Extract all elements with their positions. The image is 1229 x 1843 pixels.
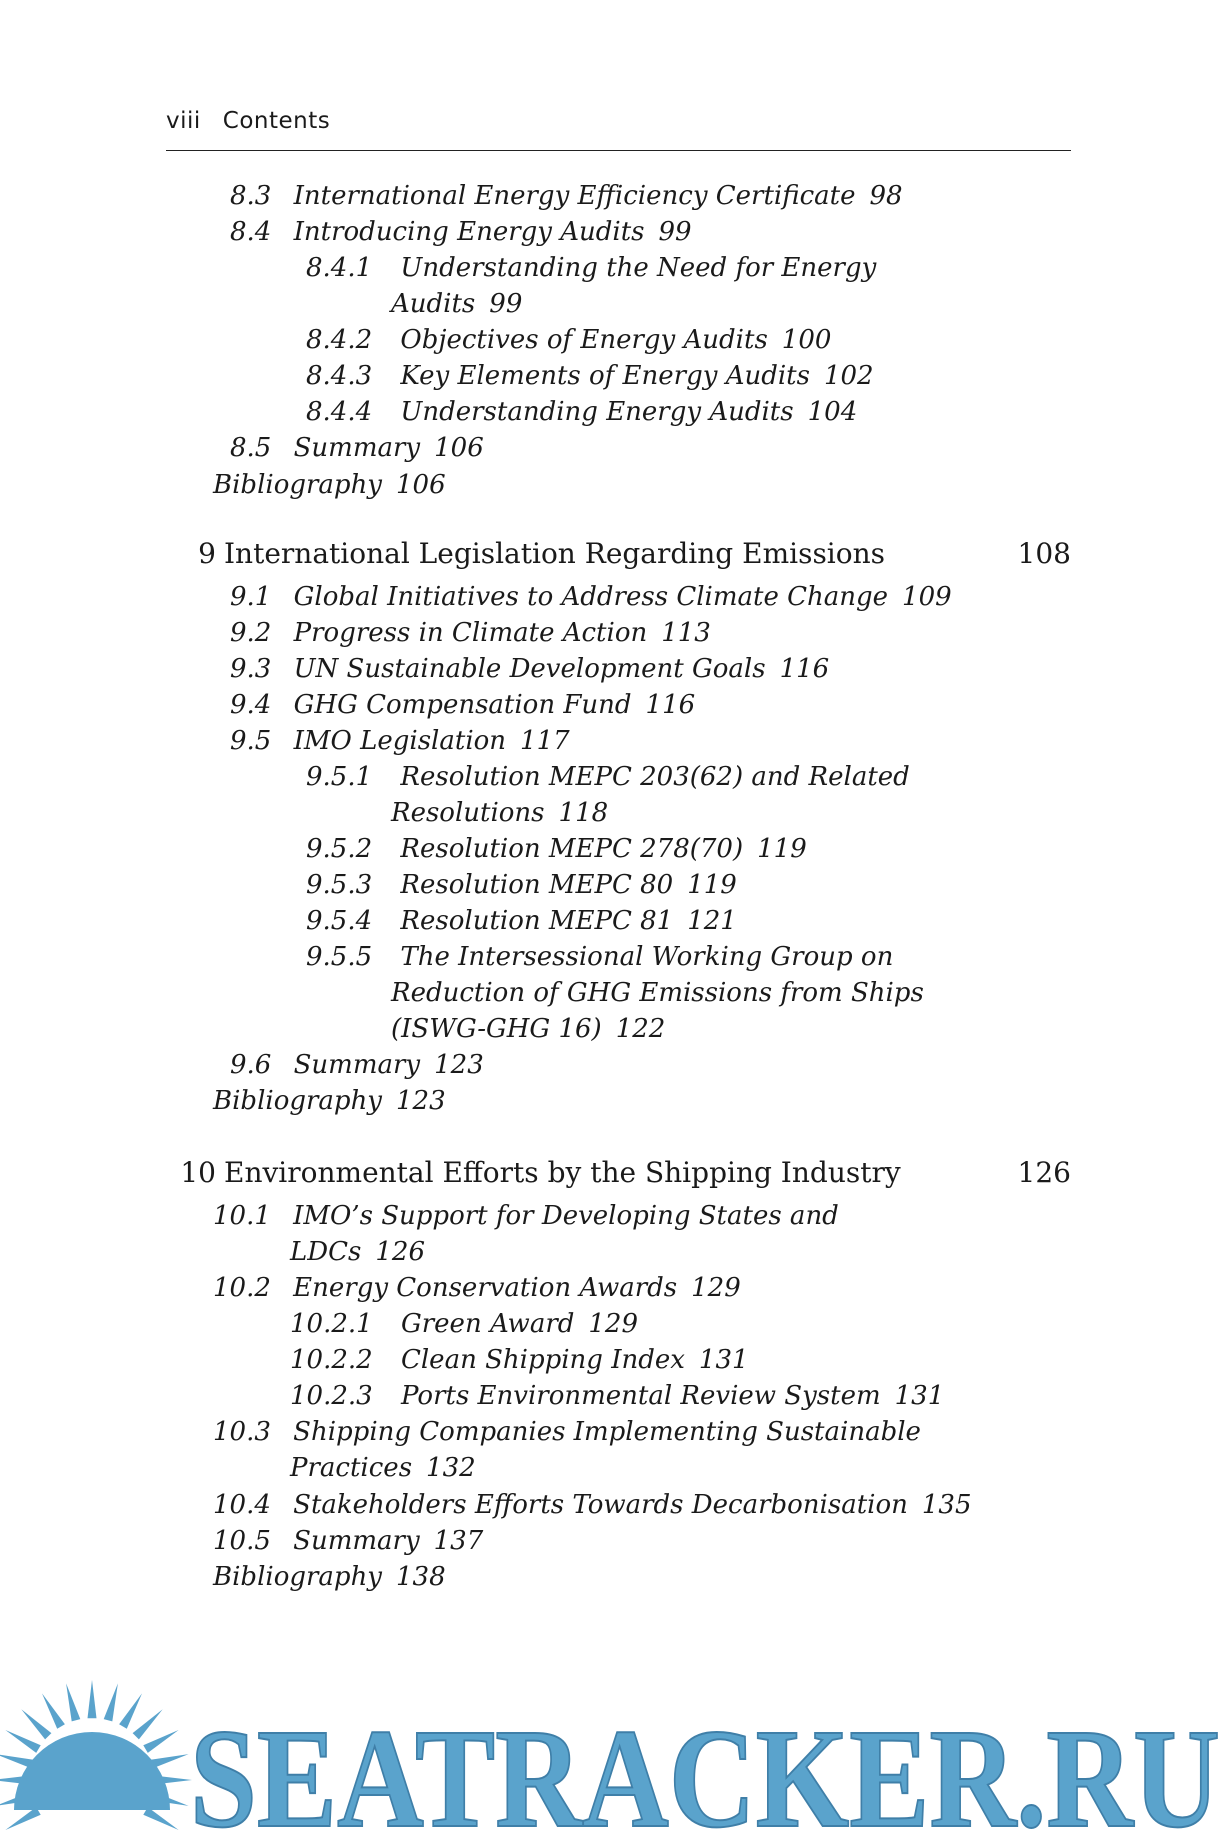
entry-title: Stakeholders Efforts Towards Decarbonisation xyxy=(293,1490,908,1520)
entry-page: 100 xyxy=(781,325,832,355)
entry-page: 131 xyxy=(894,1381,945,1411)
entry-number: 10.4 xyxy=(213,1490,271,1520)
toc-entry[interactable] xyxy=(230,1047,484,1083)
sun-ray xyxy=(104,1683,118,1721)
entry-number: 9.2 xyxy=(230,618,272,648)
sun-ray xyxy=(21,1709,51,1739)
entry-page: 104 xyxy=(807,397,858,427)
entry-number: 9.6 xyxy=(230,1050,272,1080)
entry-number: 10.3 xyxy=(213,1417,271,1447)
chapter-page: 126 xyxy=(1017,1156,1071,1189)
entry-title: UN Sustainable Development Goals xyxy=(293,654,766,684)
entry-title: Bibliography xyxy=(213,470,382,500)
entry-page: 137 xyxy=(433,1526,484,1556)
toc-entry[interactable] xyxy=(306,250,876,286)
header-page-number: viii xyxy=(166,108,201,134)
entry-page: 116 xyxy=(779,654,830,684)
entry-title: GHG Compensation Fund xyxy=(293,690,632,720)
sun-ray xyxy=(143,1730,178,1753)
entry-number: 8.4 xyxy=(230,217,272,247)
sun-ray xyxy=(66,1683,80,1721)
entry-page: 121 xyxy=(687,906,737,936)
entry-title: Practices xyxy=(290,1453,413,1483)
toc-entry[interactable] xyxy=(213,1198,839,1234)
toc-entry[interactable] xyxy=(306,939,893,975)
entry-page: 118 xyxy=(558,798,609,828)
sun-ray xyxy=(88,1680,97,1718)
entry-page: 99 xyxy=(658,217,692,247)
sun-ray xyxy=(143,1807,178,1830)
entry-page: 129 xyxy=(691,1273,741,1303)
entry-page: 109 xyxy=(902,582,952,612)
chapter-heading[interactable] xyxy=(166,535,1071,573)
entry-title: Green Award xyxy=(400,1309,575,1339)
entry-number: 9.5 xyxy=(230,726,272,756)
entry-title: Resolution MEPC 81 xyxy=(400,906,674,936)
entry-title: Energy Conservation Awards xyxy=(293,1273,678,1303)
entry-title: Understanding the Need for Energy xyxy=(400,253,877,283)
entry-number: 9.3 xyxy=(230,654,272,684)
header-title: Contents xyxy=(222,108,331,134)
toc-entry[interactable] xyxy=(213,1523,483,1559)
entry-title: IMO’s Support for Developing States and xyxy=(293,1201,839,1231)
entry-number: 10.2 xyxy=(213,1273,271,1303)
entry-page: 113 xyxy=(661,618,711,648)
entry-title: Global Initiatives to Address Climate Change xyxy=(293,582,889,612)
entry-title: Clean Shipping Index xyxy=(400,1345,685,1375)
toc-entry[interactable] xyxy=(306,322,831,358)
running-header xyxy=(166,108,1071,151)
sun-ray xyxy=(5,1730,40,1753)
entry-title: Resolution MEPC 203(62) and Related xyxy=(400,762,910,792)
entry-title: Resolutions xyxy=(391,798,545,828)
chapter-number: 9 xyxy=(198,537,216,570)
toc-entry[interactable] xyxy=(306,394,857,430)
sun-logo-icon xyxy=(0,1680,192,1830)
entry-page: 132 xyxy=(426,1453,476,1483)
chapter-number: 10 xyxy=(180,1156,216,1189)
entry-title: Introducing Energy Audits xyxy=(293,217,645,247)
chapter-page: 108 xyxy=(1017,537,1071,570)
entry-number: 8.3 xyxy=(230,181,272,211)
entry-page: 117 xyxy=(520,726,570,756)
entry-title: Bibliography xyxy=(213,1562,382,1592)
entry-number: 9.5.5 xyxy=(306,942,373,972)
entry-page: 138 xyxy=(396,1562,446,1592)
entry-title: (ISWG-GHG 16) xyxy=(391,1014,602,1044)
entry-title: Key Elements of Energy Audits xyxy=(400,361,810,391)
sun-ray xyxy=(5,1807,40,1830)
sun-ray xyxy=(119,1693,142,1728)
toc-entry[interactable] xyxy=(230,615,711,651)
entry-number: 8.5 xyxy=(230,433,272,463)
entry-number: 8.4.3 xyxy=(306,361,373,391)
entry-title: Reduction of GHG Emissions from Ships xyxy=(391,978,924,1008)
toc-entry[interactable] xyxy=(230,214,692,250)
toc-entry-continuation[interactable] xyxy=(391,1011,665,1047)
toc-entry-bibliography[interactable] xyxy=(213,1559,446,1595)
entry-number: 9.5.1 xyxy=(306,762,373,792)
toc-entry[interactable] xyxy=(290,1342,749,1378)
entry-title: LDCs xyxy=(290,1237,362,1267)
toc-entry-continuation[interactable] xyxy=(290,1450,476,1486)
toc-entry[interactable] xyxy=(306,903,737,939)
entry-page: 123 xyxy=(434,1050,484,1080)
toc-entry[interactable] xyxy=(230,651,829,687)
entry-number: 10.5 xyxy=(213,1526,271,1556)
entry-title: Summary xyxy=(293,433,421,463)
entry-title: Progress in Climate Action xyxy=(293,618,648,648)
toc-entry[interactable] xyxy=(230,723,570,759)
entry-page: 116 xyxy=(645,690,696,720)
toc-entry[interactable] xyxy=(290,1378,944,1414)
chapter-title: International Legislation Regarding Emissions xyxy=(224,537,886,570)
entry-title: Resolution MEPC 278(70) xyxy=(400,834,744,864)
entry-number: 9.4 xyxy=(230,690,272,720)
entry-number: 8.4.2 xyxy=(306,325,373,355)
entry-page: 119 xyxy=(757,834,807,864)
sun-ray xyxy=(133,1709,163,1739)
entry-number: 9.5.3 xyxy=(306,870,373,900)
entry-title: Shipping Companies Implementing Sustainable xyxy=(293,1417,921,1447)
entry-page: 98 xyxy=(869,181,903,211)
toc-entry[interactable] xyxy=(213,1414,921,1450)
toc-entry[interactable] xyxy=(306,759,910,795)
toc-entry-bibliography[interactable] xyxy=(213,467,446,503)
entry-number: 10.2.3 xyxy=(290,1381,373,1411)
entry-page: 102 xyxy=(823,361,874,391)
entry-page: 129 xyxy=(588,1309,639,1339)
sun-ray xyxy=(42,1693,65,1728)
toc-entry[interactable] xyxy=(306,867,737,903)
entry-title: Ports Environmental Review System xyxy=(400,1381,881,1411)
toc-entry[interactable] xyxy=(230,687,695,723)
toc-entry-bibliography[interactable] xyxy=(213,1083,446,1119)
entry-title: Objectives of Energy Audits xyxy=(400,325,768,355)
entry-page: 126 xyxy=(375,1237,425,1267)
entry-title: International Energy Efficiency Certificate xyxy=(293,181,856,211)
entry-page: 131 xyxy=(698,1345,749,1375)
entry-page: 106 xyxy=(434,433,484,463)
entry-title: IMO Legislation xyxy=(293,726,507,756)
entry-number: 10.1 xyxy=(213,1201,271,1231)
entry-page: 135 xyxy=(921,1490,972,1520)
entry-title: Summary xyxy=(293,1526,420,1556)
seatracker-watermark xyxy=(0,1660,1229,1843)
entry-number: 10.2.2 xyxy=(290,1345,373,1375)
entry-page: 122 xyxy=(615,1014,666,1044)
watermark-text: SEATRACKER.RU xyxy=(190,1699,1220,1843)
entry-number: 8.4.4 xyxy=(306,397,373,427)
entry-title: Summary xyxy=(293,1050,421,1080)
entry-page: 119 xyxy=(687,870,737,900)
toc-entry-continuation[interactable] xyxy=(290,1234,425,1270)
toc-entry-continuation[interactable] xyxy=(391,795,608,831)
entry-number: 9.5.4 xyxy=(306,906,373,936)
entry-number: 9.1 xyxy=(230,582,272,612)
entry-number: 9.5.2 xyxy=(306,834,373,864)
toc-entry[interactable] xyxy=(230,430,484,466)
chapter-heading[interactable] xyxy=(166,1154,1071,1192)
entry-title: Bibliography xyxy=(213,1086,382,1116)
entry-title: Resolution MEPC 80 xyxy=(400,870,674,900)
toc-entry[interactable] xyxy=(213,1270,741,1306)
entry-page: 99 xyxy=(489,289,523,319)
toc-entry-continuation[interactable] xyxy=(391,286,522,322)
toc-entry[interactable] xyxy=(306,358,874,394)
entry-title: Understanding Energy Audits xyxy=(400,397,794,427)
chapter-title: Environmental Efforts by the Shipping Industry xyxy=(224,1156,901,1189)
entry-number: 8.4.1 xyxy=(306,253,373,283)
toc-entry[interactable] xyxy=(230,178,903,214)
toc-entry[interactable] xyxy=(306,831,807,867)
entry-page: 123 xyxy=(396,1086,446,1116)
entry-page: 106 xyxy=(396,470,446,500)
entry-title: The Intersessional Working Group on xyxy=(400,942,894,972)
toc-entry-continuation[interactable] xyxy=(391,975,924,1011)
entry-number: 10.2.1 xyxy=(290,1309,373,1339)
toc-entry[interactable] xyxy=(213,1487,972,1523)
toc-entry[interactable] xyxy=(230,579,952,615)
entry-title: Audits xyxy=(391,289,476,319)
toc-entry[interactable] xyxy=(290,1306,638,1342)
